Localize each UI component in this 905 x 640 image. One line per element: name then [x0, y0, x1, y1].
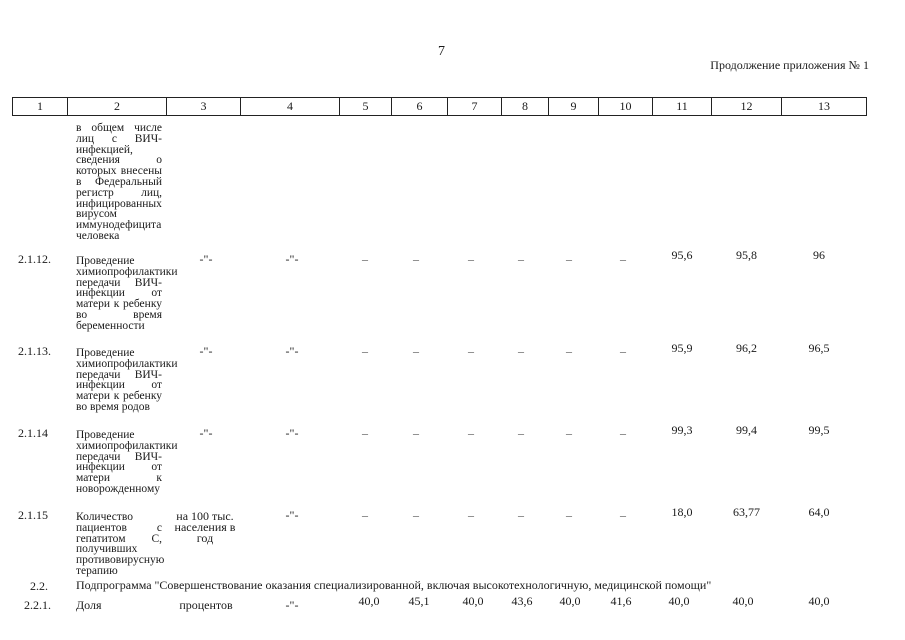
- row-name: Количество пациентов с гепатитом С, получивших противовирусную терапию: [76, 511, 165, 577]
- header-col-7: 7: [447, 97, 502, 116]
- row-number: 2.2.1.: [24, 598, 51, 612]
- cell-value: 40,0: [559, 594, 581, 608]
- header-col-2: 2: [67, 97, 167, 116]
- cell-value: 40,0: [808, 594, 830, 608]
- row-number: 2.1.13.: [18, 344, 51, 358]
- cell-value: 41,6: [610, 594, 632, 608]
- row-basis: -"-: [285, 252, 299, 266]
- cell-dash: –: [518, 252, 524, 266]
- row-name: Проведение химиопрофилактики передачи ВИЧ-инфекции от матери к новорожденному: [76, 429, 178, 495]
- cell-value: 99,4: [736, 423, 757, 437]
- cell-dash: –: [468, 426, 474, 440]
- cell-value: 40,0: [668, 594, 690, 608]
- row-number: 2.1.15: [18, 508, 48, 522]
- cell-dash: –: [566, 508, 572, 522]
- cell-dash: –: [362, 508, 368, 522]
- header-col-4: 4: [240, 97, 340, 116]
- header-col-12: 12: [711, 97, 782, 116]
- header-col-3: 3: [166, 97, 241, 116]
- cell-value: 40,0: [462, 594, 484, 608]
- row-unit: процентов: [179, 598, 233, 612]
- page-number: 7: [438, 44, 445, 59]
- row-name: Доля: [76, 598, 102, 612]
- row-basis: -"-: [285, 598, 299, 612]
- cell-value: 63,77: [733, 505, 760, 519]
- cell-dash: –: [468, 252, 474, 266]
- header-col-6: 6: [391, 97, 448, 116]
- row-basis: -"-: [285, 426, 299, 440]
- cell-value: 40,0: [358, 594, 380, 608]
- cell-value: 96,2: [736, 341, 757, 355]
- row-number: 2.1.12.: [18, 252, 51, 266]
- row-basis: -"-: [285, 344, 299, 358]
- row-unit: -"-: [199, 252, 213, 266]
- cell-dash: –: [518, 426, 524, 440]
- subprogram-title: Подпрограмма "Совершенствование оказания специализированной, включая высокотехнологичную, медицинской помощи": [76, 578, 712, 592]
- cell-dash: –: [413, 508, 419, 522]
- cell-dash: –: [566, 426, 572, 440]
- cell-dash: –: [620, 508, 626, 522]
- cell-value: 95,9: [671, 341, 693, 355]
- row-unit: -"-: [199, 426, 213, 440]
- row-name: Проведение химиопрофилактики передачи ВИЧ-инфекции от матери к ребенку во время беременности: [76, 255, 178, 332]
- cell-dash: –: [362, 252, 368, 266]
- row-number: 2.1.14: [18, 426, 48, 440]
- continuation-note: Продолжение приложения № 1: [710, 58, 869, 72]
- header-col-8: 8: [501, 97, 549, 116]
- cell-value: 95,6: [671, 248, 693, 262]
- cell-dash: –: [413, 344, 419, 358]
- cell-value: 45,1: [408, 594, 430, 608]
- cell-dash: –: [566, 344, 572, 358]
- cell-value: 95,8: [736, 248, 757, 262]
- subprogram-number: 2.2.: [30, 579, 48, 593]
- cell-dash: –: [620, 344, 626, 358]
- cell-dash: –: [620, 426, 626, 440]
- cell-value: 96: [813, 248, 825, 262]
- header-col-9: 9: [548, 97, 599, 116]
- cell-dash: –: [362, 426, 368, 440]
- row-name: Проведение химиопрофилактики передачи ВИЧ-инфекции от матери к ребенку во время родов: [76, 347, 178, 413]
- cell-dash: –: [468, 508, 474, 522]
- cell-dash: –: [413, 426, 419, 440]
- cell-dash: –: [518, 344, 524, 358]
- cell-value: 64,0: [808, 505, 830, 519]
- header-col-1: 1: [12, 97, 68, 116]
- header-col-13: 13: [781, 97, 867, 116]
- header-col-5: 5: [339, 97, 392, 116]
- cell-value: 40,0: [732, 594, 754, 608]
- cell-dash: –: [620, 252, 626, 266]
- intro-text: в общем числе лиц с ВИЧ-инфекцией, сведения о которых внесены в Федеральный регистр лиц, инфицированных вирусом иммунодефицита человека: [76, 122, 162, 242]
- cell-value: 99,3: [671, 423, 693, 437]
- cell-dash: –: [518, 508, 524, 522]
- cell-dash: –: [362, 344, 368, 358]
- cell-value: 96,5: [808, 341, 830, 355]
- row-unit: -"-: [199, 344, 213, 358]
- cell-dash: –: [413, 252, 419, 266]
- cell-dash: –: [468, 344, 474, 358]
- cell-value: 18,0: [671, 505, 693, 519]
- header-col-10: 10: [598, 97, 653, 116]
- cell-value: 43,6: [511, 594, 533, 608]
- row-unit: на 100 тыс. населения в год: [174, 509, 236, 545]
- cell-dash: –: [566, 252, 572, 266]
- cell-value: 99,5: [808, 423, 830, 437]
- row-basis: -"-: [285, 508, 299, 522]
- header-col-11: 11: [652, 97, 712, 116]
